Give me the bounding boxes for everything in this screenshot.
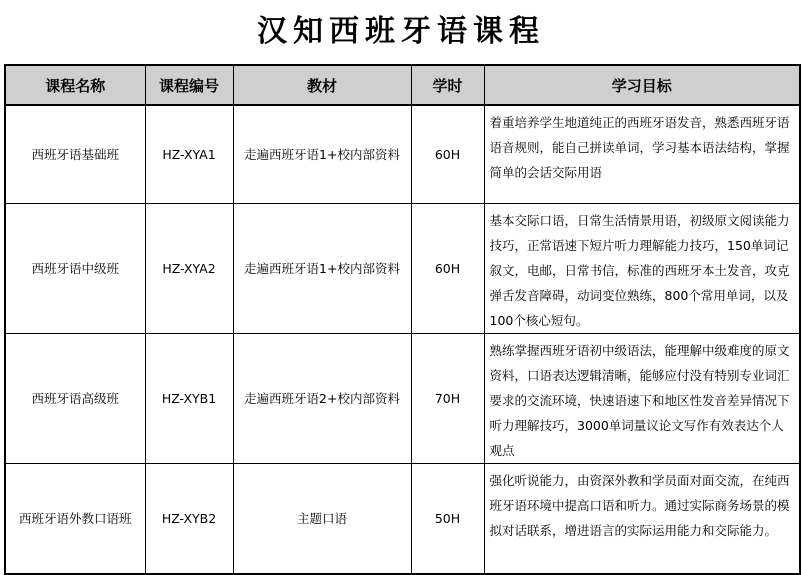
material-cell: 走遍西班牙语2+校内部资料 bbox=[233, 333, 411, 463]
course-name-cell: 西班牙语基础班 bbox=[5, 105, 145, 203]
table-row bbox=[5, 333, 800, 463]
course-code-cell: HZ-XYB1 bbox=[145, 333, 233, 463]
table-row bbox=[5, 463, 800, 574]
page-title: 汉知西班牙语课程 bbox=[257, 14, 545, 49]
goal-cell: 强化听说能力，由资深外教和学员面对面交流，在纯西班牙语环境中提高口语和听力。通过实际商务场景的模拟对话联系，增进语言的实际运用能力和交际能力。 bbox=[484, 463, 800, 574]
course-code-cell: HZ-XYA2 bbox=[145, 203, 233, 333]
header-course-name: 课程名称 bbox=[5, 65, 145, 105]
material-cell: 主题口语 bbox=[233, 463, 411, 574]
header-material: 教材 bbox=[233, 65, 411, 105]
course-name-cell: 西班牙语中级班 bbox=[5, 203, 145, 333]
goal-cell: 基本交际口语，日常生活情景用语，初级原文阅读能力技巧，正常语速下短片听力理解能力技巧，150单词记叙文，电邮，日常书信，标准的西班牙本土发音，攻克弹舌发音障碍，动词变位熟练，800个常用单词，以及100个核心短句。 bbox=[484, 203, 800, 333]
hours-cell: 70H bbox=[411, 333, 484, 463]
course-name-cell: 西班牙语高级班 bbox=[5, 333, 145, 463]
material-cell: 走遍西班牙语1+校内部资料 bbox=[233, 203, 411, 333]
course-table bbox=[4, 64, 801, 575]
header-hours: 学时 bbox=[411, 65, 484, 105]
course-code-cell: HZ-XYA1 bbox=[145, 105, 233, 203]
goal-cell: 着重培养学生地道纯正的西班牙语发音，熟悉西班牙语语音规则，能自己拼读单词，学习基本语法结构，掌握简单的会话交际用语 bbox=[484, 105, 800, 203]
table-row bbox=[5, 203, 800, 333]
hours-cell: 60H bbox=[411, 203, 484, 333]
header-course-code: 课程编号 bbox=[145, 65, 233, 105]
course-code-cell: HZ-XYB2 bbox=[145, 463, 233, 574]
course-name-cell: 西班牙语外教口语班 bbox=[5, 463, 145, 574]
hours-cell: 50H bbox=[411, 463, 484, 574]
header-goal: 学习目标 bbox=[484, 65, 800, 105]
table-row bbox=[5, 105, 800, 203]
goal-cell: 熟练掌握西班牙语初中级语法，能理解中级难度的原文资料，口语表达逻辑清晰，能够应付没有特别专业词汇要求的交流环境，快速语速下和地区性发音差异情况下听力理解技巧，3000单词量议论文写作有效表达个人观点 bbox=[484, 333, 800, 463]
material-cell: 走遍西班牙语1+校内部资料 bbox=[233, 105, 411, 203]
table-header-row bbox=[5, 65, 800, 105]
hours-cell: 60H bbox=[411, 105, 484, 203]
